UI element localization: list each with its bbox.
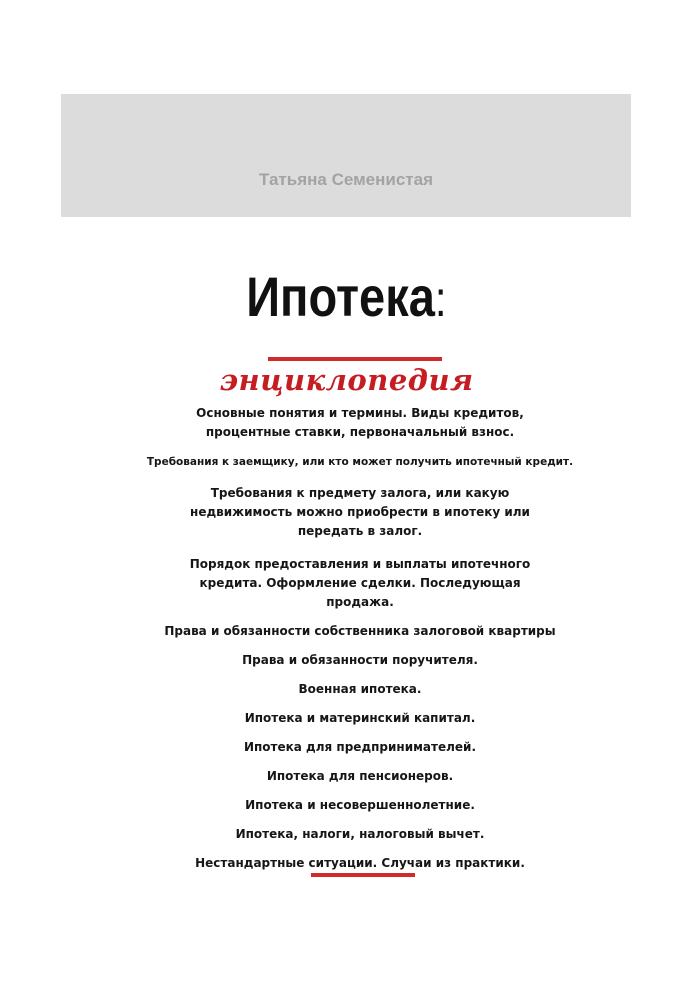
topic-8: Ипотека и материнский капитал. <box>244 711 476 725</box>
topic-12: Ипотека, налоги, налоговый вычет. <box>235 827 485 841</box>
topic-9: Ипотека для предпринимателей. <box>243 740 477 754</box>
bottom-divider <box>311 873 415 877</box>
topic-11: Ипотека и несовершеннолетние. <box>245 798 475 812</box>
topic-10: Ипотека для пенсионеров. <box>266 769 454 783</box>
topic-3: Требования к предмету залога, или какую недвижимость можно приобрести в ипотеку или передать в залог. <box>190 486 530 538</box>
topic-13: Нестандартные ситуации. Случаи из практики. <box>195 856 525 870</box>
book-subtitle: энциклопедия <box>219 363 474 397</box>
topic-2: Требования к заемщику, или кто может получить ипотечный кредит. <box>146 456 574 468</box>
topics-list <box>100 404 620 873</box>
book-title-text: Ипотека <box>246 265 435 328</box>
topic-6: Права и обязанности поручителя. <box>242 653 478 667</box>
topic-4: Порядок предоставления и выплаты ипотечного кредита. Оформление сделки. Последующая продажа. <box>189 557 531 609</box>
book-title-colon: : <box>434 271 447 327</box>
topic-1: Основные понятия и термины. Виды кредитов, процентные ставки, первоначальный взнос. <box>196 406 524 439</box>
author-name: Татьяна Семенистая <box>259 170 433 189</box>
book-title <box>55 262 637 334</box>
topic-5: Права и обязанности собственника залоговой квартиры <box>164 624 556 638</box>
topic-7: Военная ипотека. <box>298 682 422 696</box>
author-band <box>61 94 631 217</box>
